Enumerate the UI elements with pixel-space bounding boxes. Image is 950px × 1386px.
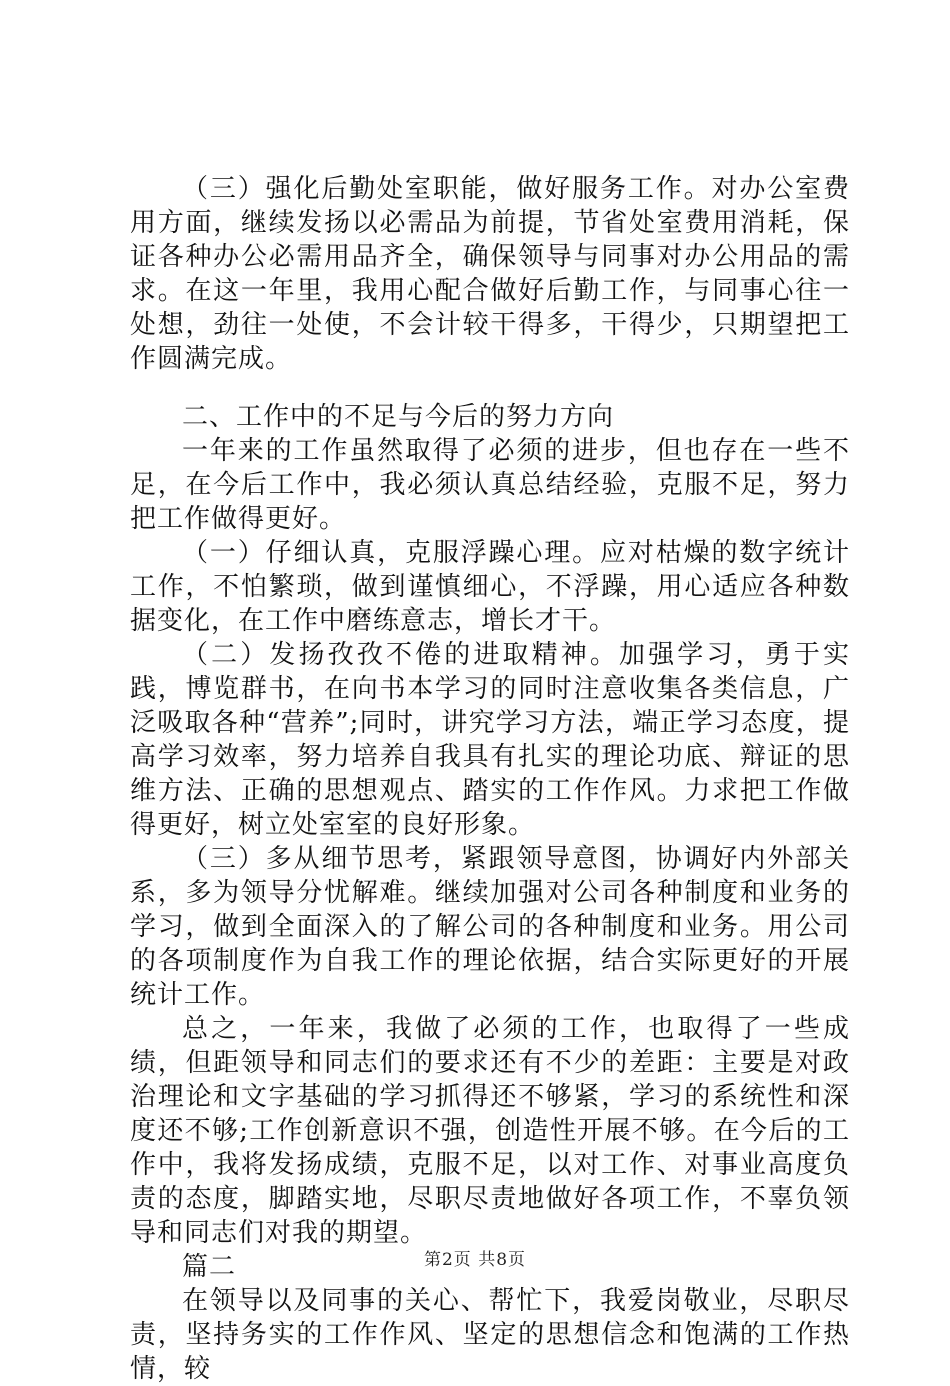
paragraph-careful: （一）仔细认真，克服浮躁心理。应对枯燥的数字统计工作，不怕繁琐，做到谨慎细心，不浮躁，用心适应各种数据变化，在工作中磨练意志，增长才干。: [130, 538, 850, 636]
paragraph-part-two-start: 在领导以及同事的关心、帮忙下，我爱岗敬业，尽职尽责，坚持务实的工作作风、坚定的思想信念和饱满的工作热情，较: [130, 1286, 850, 1384]
paragraph-learning: （二）发扬孜孜不倦的进取精神。加强学习，勇于实践，博览群书，在向书本学习的同时注意收集各类信息，广泛吸取各种“营养”;同时，讲究学习方法，端正学习态度，提高学习效率，努力培养自我具有扎实的理论功底、辩证的思维方法、正确的思想观点、踏实的工作作风。力求把工作做得更好，树立处室室的良好形象。: [130, 640, 850, 840]
page-number-footer: 第2页 共8页: [423, 1250, 527, 1270]
part-two-heading: 篇二: [182, 1252, 237, 1282]
paragraph-logistics: （三）强化后勤处室职能，做好服务工作。对办公室费用方面，继续发扬以必需品为前提，节省处室费用消耗，保证各种办公必需用品齐全，确保领导与同事对办公用品的需求。在这一年里，我用心配合做好后勤工作，与同事心往一处想，劲往一处使，不会计较干得多，干得少，只期望把工作圆满完成。: [130, 174, 850, 374]
paragraph-details: （三）多从细节思考，紧跟领导意图，协调好内外部关系，多为领导分忧解难。继续加强对公司各种制度和业务的学习，做到全面深入的了解公司的各种制度和业务。用公司的各项制度作为自我工作的理论依据，结合实际更好的开展统计工作。: [130, 844, 850, 1010]
paragraph-shortcomings-intro: 一年来的工作虽然取得了必须的进步，但也存在一些不足，在今后工作中，我必须认真总结经验，克服不足，努力把工作做得更好。: [130, 436, 850, 534]
paragraph-gap: [130, 376, 850, 400]
section-heading: 二、工作中的不足与今后的努力方向: [182, 402, 615, 432]
document-body: [130, 172, 850, 1386]
paragraph-summary: 总之，一年来，我做了必须的工作，也取得了一些成绩，但距领导和同志们的要求还有不少的差距：主要是对政治理论和文字基础的学习抓得还不够紧，学习的系统性和深度还不够;工作创新意识不强，创造性开展不够。在今后的工作中，我将发扬成绩，克服不足，以对工作、对事业高度负责的态度，脚踏实地，尽职尽责地做好各项工作，不辜负领导和同志们对我的期望。: [130, 1014, 850, 1248]
